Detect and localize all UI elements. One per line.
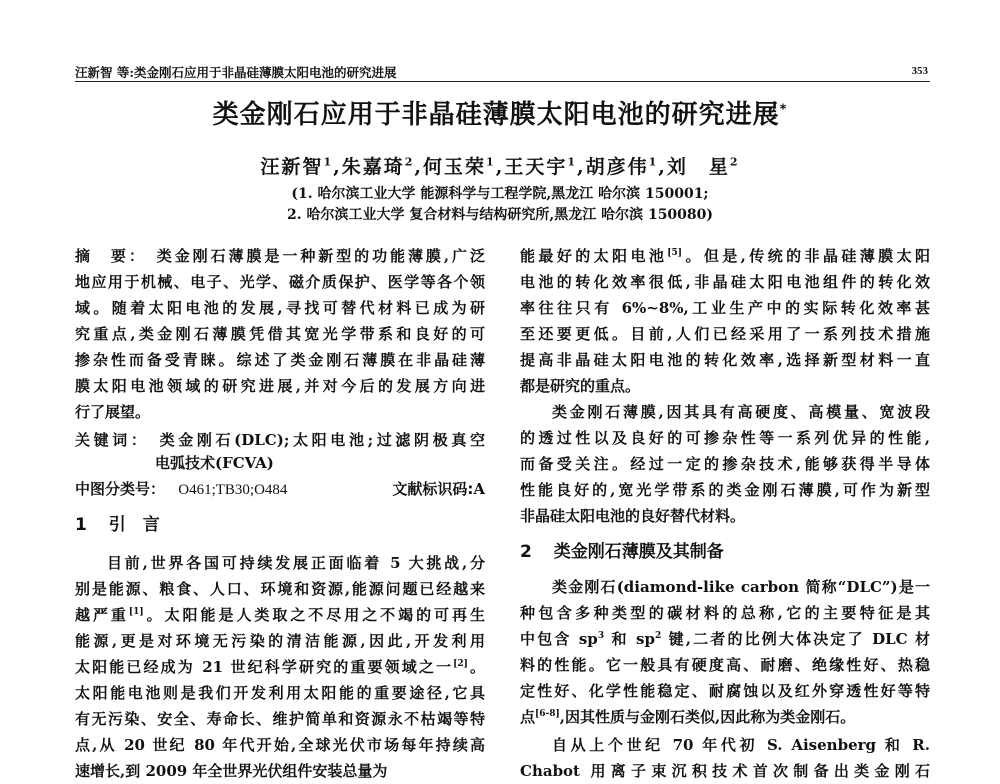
- line-text: 中包含 sp: [520, 630, 598, 648]
- author: [423, 156, 504, 178]
- line-text: 。: [467, 658, 485, 676]
- text-line: [520, 652, 930, 678]
- section-number: 1: [75, 515, 87, 535]
- line-text: Chabot 用离子束沉积技术首次制备出类金刚石: [520, 762, 930, 780]
- author: [586, 156, 667, 178]
- section-title: 引 言: [108, 515, 160, 535]
- text-line: [75, 373, 485, 399]
- section-1-heading: [75, 510, 160, 535]
- text-line: [520, 758, 930, 784]
- line-text: 类金刚石(DLC);太阳电池;过滤阴极真空: [159, 431, 485, 449]
- text-line: [75, 243, 485, 269]
- line-text: 。但是,传统的非晶硅薄膜太阳: [682, 247, 930, 265]
- line-text: 域。随着太阳电池的发展,寻找可替代材料已成为研: [75, 299, 485, 317]
- line-text: 键,二者的比例大体决定了 DLC 材: [661, 630, 930, 648]
- author: [504, 156, 585, 178]
- label: 关键词：: [75, 431, 150, 449]
- citation-superscript: [6-8]: [535, 709, 560, 719]
- line-text: 种包含多种类型的碳材料的总称,它的主要特征是其: [520, 604, 930, 622]
- author-name: 朱嘉琦: [341, 156, 405, 178]
- affiliation-2: 2. 哈尔滨工业大学 复合材料与结构研究所,黑龙江 哈尔滨 150080): [286, 207, 714, 223]
- citation-superscript: [2]: [453, 659, 468, 669]
- author-separator: ,: [333, 156, 342, 178]
- line-text: 地应用于机械、电子、光学、磁介质保护、医学等各个领: [75, 273, 485, 291]
- paper-title: [0, 94, 1000, 131]
- text-line: [75, 550, 485, 576]
- text-line: [75, 347, 485, 373]
- text-line: [520, 704, 930, 730]
- author: [260, 156, 341, 178]
- line-text: 和 sp: [604, 630, 655, 648]
- section-number: 2: [520, 542, 532, 562]
- text-line: [520, 678, 930, 704]
- text-line: [520, 574, 930, 600]
- document-code: [392, 476, 485, 502]
- author: [667, 156, 740, 178]
- abstract: [75, 243, 485, 425]
- line-text: 速增长,到 2009 年全世界光伏组件安装总量为: [75, 762, 388, 780]
- line-text: 究重点,类金刚石薄膜凭借其宽光学带系和良好的可: [75, 325, 485, 343]
- text-line: [75, 295, 485, 321]
- right-paragraph-1: [520, 243, 930, 399]
- running-title: 汪新智 等:类金刚石应用于非晶硅薄膜太阳电池的研究进展: [75, 65, 397, 80]
- text-line: [75, 429, 485, 452]
- line-text: 太阳能已经成为 21 世纪科学研究的重要领域之一: [75, 658, 454, 676]
- text-line: [520, 399, 930, 425]
- line-text: 至还要更低。目前,人们已经采用了一系列技术措施: [520, 325, 930, 343]
- line-text: 的透过性以及良好的可掺杂性等一系列优异的性能,: [520, 429, 930, 447]
- text-line: [75, 602, 485, 628]
- line-text: 越严重: [75, 606, 129, 624]
- author-affiliation-index: 2: [729, 155, 740, 169]
- author-list: [0, 152, 1000, 179]
- classification-value: O461;TB30;O484: [178, 482, 288, 498]
- text-line: [75, 706, 485, 732]
- line-text: 性能良好的,宽光学带系的类金刚石薄膜,可作为新型: [520, 481, 930, 499]
- citation-superscript: [5]: [667, 248, 683, 258]
- text-line: [520, 600, 930, 626]
- author-name: 刘 星: [666, 156, 730, 178]
- line-text: 类金刚石薄膜,因其具有高硬度、高模量、宽波段: [552, 403, 930, 421]
- right-paragraph-3: [520, 574, 930, 730]
- text-line: [75, 758, 485, 784]
- line-text: 率往往只有 6%~8%,工业生产中的实际转化效率甚: [520, 299, 930, 317]
- text-line: [520, 477, 930, 503]
- line-text: 点,从 20 世纪 80 年代开始,全球光伏市场每年持续高: [75, 736, 485, 754]
- line-text: 提高非晶硅太阳电池的转化效率,选择新型材料一直: [520, 351, 930, 369]
- text-line: [520, 373, 930, 399]
- line-text: 都是研究的重点。: [520, 377, 641, 395]
- line-text: 点: [520, 708, 536, 726]
- classification-label: 中图分类号：: [75, 480, 166, 498]
- line-text: 电池的转化效率很低,非晶硅太阳电池组件的转化效: [520, 273, 930, 291]
- line-text: 料的性能。它一般具有硬度高、耐磨、绝缘性好、热稳: [520, 656, 930, 674]
- text-line: [75, 576, 485, 602]
- author-affiliation-index: 1: [648, 155, 659, 169]
- line-text: 有无污染、安全、寿命长、维护简单和资源永不枯竭等特: [75, 710, 485, 728]
- line-text: 别是能源、粮食、人口、环境和资源,能源问题已经越来: [75, 580, 485, 598]
- line-text: 自从上个世纪 70 年代初 S. Aisenberg 和 R.: [552, 736, 930, 754]
- affiliation-1: (1. 哈尔滨工业大学 能源科学与工程学院,黑龙江 哈尔滨 150001;: [291, 186, 709, 202]
- keywords: [75, 429, 485, 475]
- right-paragraph-2: [520, 399, 930, 529]
- author-separator: ,: [414, 156, 424, 178]
- author-separator: ,: [658, 156, 667, 178]
- text-line: [75, 269, 485, 295]
- label: 摘 要：: [75, 247, 147, 265]
- text-line: [75, 680, 485, 706]
- text-line: [520, 269, 930, 295]
- author-affiliation-index: 1: [323, 155, 334, 169]
- line-text: 膜太阳电池领域的研究进展,并对今后的发展方向进: [75, 377, 485, 395]
- author-name: 何玉荣: [423, 156, 487, 178]
- classification: [75, 476, 485, 502]
- line-text: 目前,世界各国可持续发展正面临着 5 大挑战,分: [107, 554, 485, 572]
- introduction-paragraph: [75, 550, 485, 784]
- text-line: [75, 452, 485, 475]
- document-code-label: 文献标识码:: [392, 480, 474, 498]
- line-text: 太阳能电池则是我们开发利用太阳能的重要途径,它具: [75, 684, 485, 702]
- text-line: [520, 347, 930, 373]
- line-text: 电弧技术(FCVA): [155, 454, 274, 472]
- text-line: [520, 503, 930, 529]
- citation-superscript: [1]: [128, 607, 144, 617]
- text-line: [75, 628, 485, 654]
- author: [342, 156, 423, 178]
- line-text: 。太阳能是人类取之不尽用之不竭的可再生: [143, 606, 485, 624]
- author-affiliation-index: 1: [567, 155, 577, 169]
- page-number: 353: [911, 65, 928, 77]
- author-separator: ,: [576, 156, 586, 178]
- document-code-value: A: [473, 480, 485, 498]
- text-line: [520, 425, 930, 451]
- author-name: 胡彦伟: [585, 156, 649, 178]
- author-affiliation-index: 2: [404, 155, 415, 169]
- author-affiliation-index: 1: [486, 155, 496, 169]
- text-line: [75, 399, 485, 425]
- text-line: [520, 626, 930, 652]
- title-footnote-mark: *: [779, 102, 788, 118]
- line-text: 能源,更是对环境无污染的清洁能源,因此,开发利用: [75, 632, 485, 650]
- text-line: [75, 321, 485, 347]
- text-line: [520, 451, 930, 477]
- text-line: [520, 321, 930, 347]
- title-text: 类金刚石应用于非晶硅薄膜太阳电池的研究进展: [212, 100, 780, 130]
- line-text: ,因其性质与金刚石类似,因此称为类金刚石。: [559, 708, 856, 726]
- author-separator: ,: [495, 156, 505, 178]
- line-text: 非晶硅太阳电池的良好替代材料。: [520, 507, 746, 525]
- text-line: [520, 243, 930, 269]
- section-title: 类金刚石薄膜及其制备: [553, 542, 724, 562]
- citation-superscript: 2: [654, 631, 662, 641]
- author-name: 汪新智: [260, 156, 324, 178]
- line-text: 而备受关注。经过一定的掺杂技术,能够获得半导体: [520, 455, 930, 473]
- line-text: 类金刚石薄膜是一种新型的功能薄膜,广泛: [156, 247, 485, 265]
- text-line: [520, 732, 930, 758]
- running-header: [75, 63, 930, 82]
- right-paragraph-4: [520, 732, 930, 784]
- citation-superscript: 3: [597, 631, 605, 641]
- line-text: 掺杂性而备受青睐。综述了类金刚石薄膜在非晶硅薄: [75, 351, 485, 369]
- author-name: 王天宇: [504, 156, 568, 178]
- text-line: [75, 654, 485, 680]
- section-2-heading: [520, 537, 724, 562]
- text-line: [520, 295, 930, 321]
- line-text: 类金刚石(diamond-like carbon 简称“DLC”)是一: [552, 578, 930, 596]
- line-text: 定性好、化学性能稳定、耐腐蚀以及红外穿透性好等特: [520, 682, 930, 700]
- line-text: 行了展望。: [75, 403, 151, 421]
- line-text: 能最好的太阳电池: [520, 247, 668, 265]
- text-line: [75, 732, 485, 758]
